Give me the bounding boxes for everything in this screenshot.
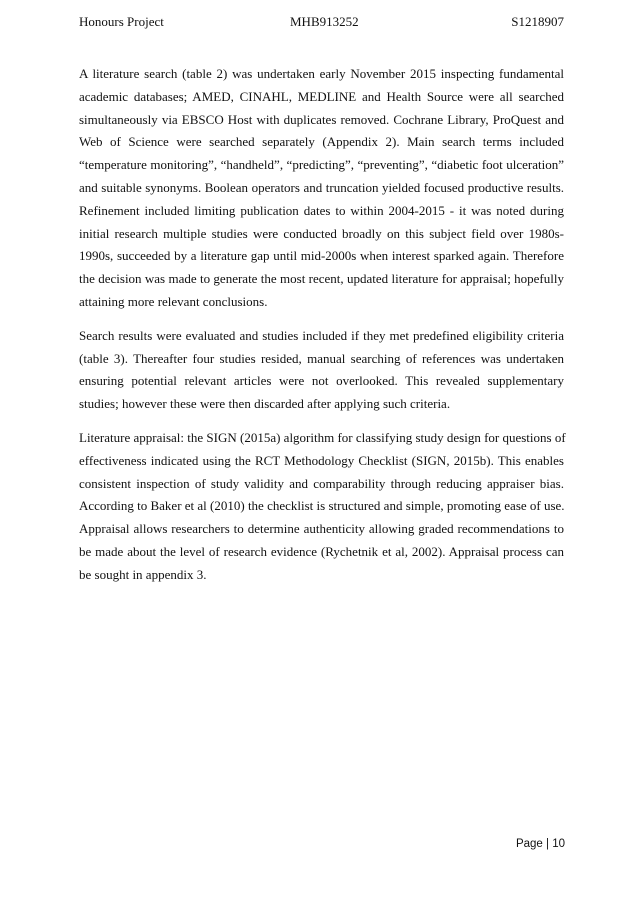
- paragraph-search-results: [79, 325, 564, 416]
- paragraph-line: “temperature monitoring”, “handheld”, “predicting”, “preventing”, “diabetic foot ulceration”: [79, 157, 564, 173]
- header-module-code: MHB913252: [290, 14, 359, 29]
- paragraph-line: According to Baker et al (2010) the checklist is structured and simple, promoting ease of use.: [79, 498, 565, 514]
- paragraph-literature-appraisal: [79, 427, 564, 587]
- paragraph-line: be made about the level of research evidence (Rychetnik et al, 2002). Appraisal process can: [79, 543, 564, 559]
- paragraph-line: 1990s, succeeded by a literature gap until mid-2000s when interest sparked again. Therefore: [79, 248, 564, 264]
- page-number: Page | 10: [515, 838, 565, 850]
- paragraph-line: Literature appraisal: the SIGN (2015a) algorithm for classifying study design for questions of: [79, 429, 566, 445]
- paragraph-line: consistent inspection of study validity and comparability through reducing appraiser bias.: [79, 475, 564, 491]
- paragraph-literature-search: [79, 63, 564, 314]
- paragraph-line: effectiveness indicated using the RCT Methodology Checklist (SIGN, 2015b). This enables: [79, 452, 564, 468]
- paragraph-line: Refinement included limiting publication dates to within 2004-2015 - it was noted during: [79, 202, 564, 218]
- document-body: [79, 63, 564, 598]
- paragraph-line: Search results were evaluated and studies included if they met predefined eligibility criteria: [79, 327, 564, 343]
- paragraph-line: be sought in appendix 3.: [79, 566, 207, 582]
- paragraph-line: and suitable synonyms. Boolean operators and truncation yielded focused productive results.: [79, 179, 564, 195]
- header-project-title: Honours Project: [79, 14, 164, 29]
- paragraph-line: A literature search (table 2) was undertaken early November 2015 inspecting fundamental: [79, 66, 564, 81]
- page-header: [79, 14, 564, 32]
- paragraph-line: simultaneously via EBSCO Host with duplicates removed. Cochrane Library, ProQuest and: [79, 111, 564, 127]
- paragraph-line: Appraisal allows researchers to determine authenticity allowing graded recommendations to: [79, 521, 564, 537]
- paragraph-line: studies; however these were then discarded after applying such criteria.: [79, 396, 451, 412]
- paragraph-line: attaining more relevant conclusions.: [79, 293, 268, 309]
- paragraph-line: ensuring potential relevant articles were not overlooked. This revealed supplementary: [79, 373, 564, 389]
- paragraph-line: Web of Science were searched separately (Appendix 2). Main search terms included: [79, 134, 564, 150]
- paragraph-line: (table 3). Thereafter four studies resided, manual searching of references was undertaken: [79, 350, 564, 366]
- paragraph-line: the decision was made to generate the most recent, updated literature for appraisal; hopefully: [79, 271, 564, 287]
- paragraph-line: initial research multiple studies were conducted broadly on this subject field over 1980s-: [79, 225, 564, 241]
- paragraph-line: academic databases; AMED, CINAHL, MEDLINE and Health Source were all searched: [79, 88, 564, 104]
- header-student-id: S1218907: [511, 14, 564, 29]
